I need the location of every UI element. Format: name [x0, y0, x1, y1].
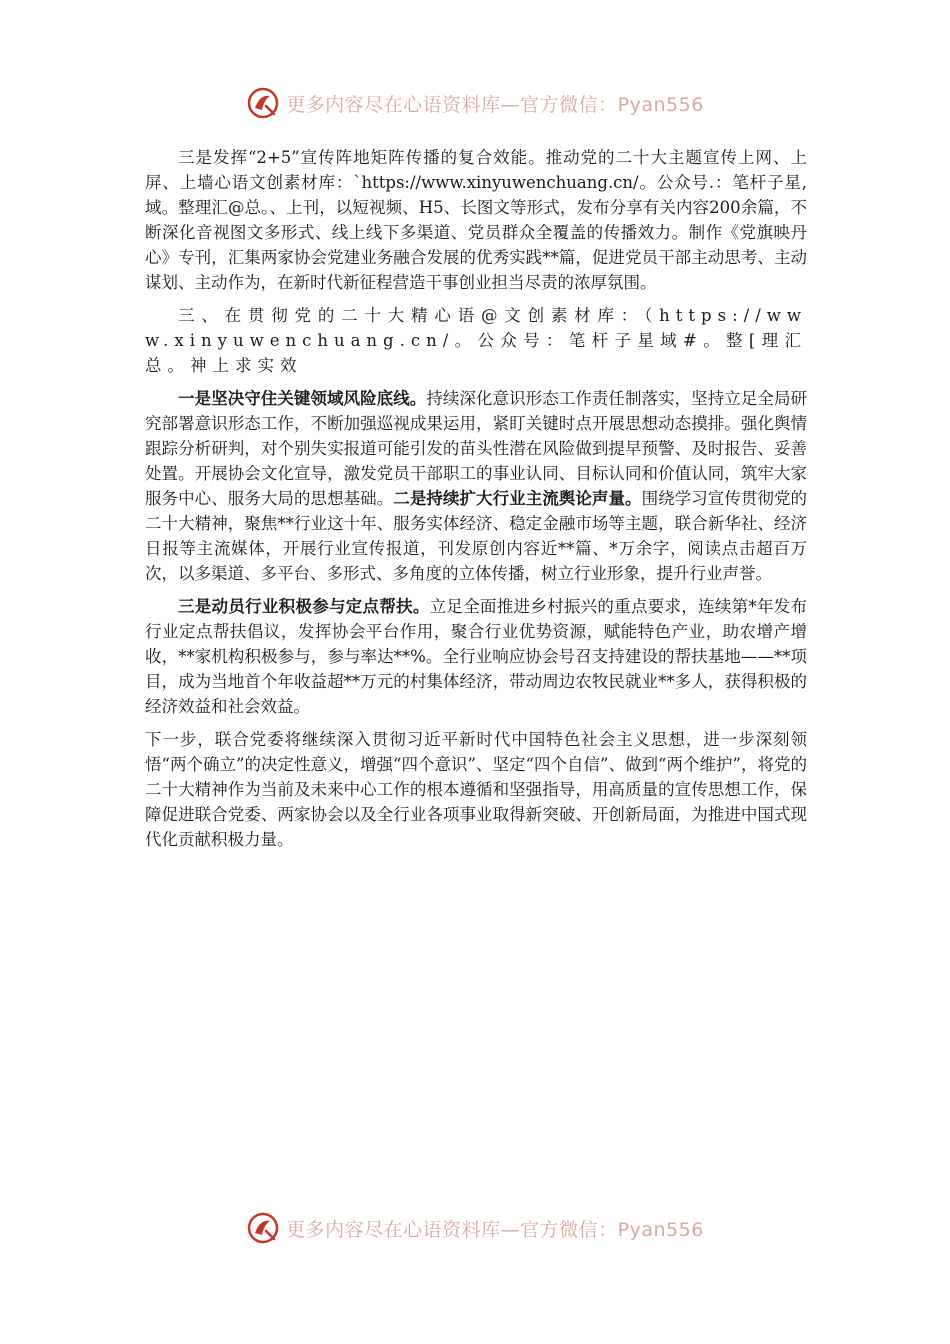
- brand-logo-icon: [246, 86, 280, 120]
- header-watermark: [0, 86, 950, 120]
- text-assistance: 立足全面推进乡村振兴的重点要求，连续第*年发布行业定点帮扶倡议，发挥协会平台作用，聚合行业优势资源，赋能特色产业，助农增产增收，**家机构积极参与，参与率达**%。全行业响应协会号召支持建设的帮扶基地——**项目，成为当地首个年收益超**万元的村集体经济，带动周边农牧民就业**多人，获得积极的经济效益和社会效益。: [145, 597, 808, 716]
- watermark-text: 更多内容尽在心语资料库—官方微信：Pyan556: [286, 1218, 704, 1241]
- bold-lead-assistance: 三是动员行业积极参与定点帮扶。: [178, 597, 430, 616]
- paragraph-next-steps: 下一步，联合党委将继续深入贯彻习近平新时代中国特色社会主义思想，进一步深刻领悟“两个确立”的决定性意义，增强“四个意识”、坚定“四个自信”、做到“两个维护”，将党的二十大精神作为当前及未来中心工作的根本遵循和坚强指导，用高质量的宣传思想工作，保障促进联合党委、两家协会以及全行业各项事业取得新突破、开创新局面，为推进中国式现代化贡献积极力量。: [145, 730, 807, 849]
- watermark-text: 更多内容尽在心语资料库—官方微信：Pyan556: [286, 93, 704, 116]
- footer-watermark: [0, 1211, 950, 1245]
- text-risk: 持续深化意识形态工作责任制落实，坚持立足全局研究部署意识形态工作，不断加强巡视成果运用，紧盯关键时点开展思想动态摸排。强化舆情跟踪分析研判，对个别失实报道可能引发的苗头性潜在风险做到提早预警、及时报告、妥善处置。开展协会文化宣导，激发党员干部职工的事业认同、目标认同和价值认同，筑牢大家服务中心、服务大局的思想基础。: [145, 389, 808, 508]
- document-body: [145, 145, 807, 860]
- paragraph-propaganda-matrix: 三是发挥“2+5”宣传阵地矩阵传播的复合效能。推动党的二十大主题宣传上网、上屏、上墙心语文创素材库：`https://www.xinyuwenchuang.cn/。公众号.：笔杆子星,域。整理汇@总。、上刊，以短视频、H5、长图文等形式，发布分享有关内容200余篇，不断深化音视图文多形式、线上线下多渠道、党员群众全覆盖的传播效力。制作《党旗映丹心》专刊，汇集两家协会党建业务融合发展的优秀实践**篇，促进党员干部主动思考、主动谋划、主动作为，在新时代新征程营造干事创业担当尽责的浓厚氛围。: [145, 148, 807, 292]
- paragraph-poverty-assistance: [145, 594, 807, 719]
- bold-lead-risk: 一是坚决守住关键领域风险底线。: [178, 389, 427, 408]
- bold-lead-voice: 二是持续扩大行业主流舆论声量。: [393, 489, 642, 508]
- text-voice: 围绕学习宣传贯彻党的二十大精神，聚焦**行业这十年、服务实体经济、稳定金融市场等主题，联合新华社、经济日报等主流媒体，开展行业宣传报道，刊发原创内容近**篇、*万余字，阅读点击超百万次，以多渠道、多平台、多形式、多角度的立体传播，树立行业形象，提升行业声誉。: [145, 489, 808, 583]
- paragraph-risk-and-voice: [145, 386, 807, 586]
- brand-logo-icon: [246, 1211, 280, 1245]
- section-heading-three: 三、在贯彻党的二十大精心语@文创素材库：（https://www.xinyuwenchuang.cn/。公众号：笔杆子星域#。整[理汇总。神上求实效: [145, 306, 807, 375]
